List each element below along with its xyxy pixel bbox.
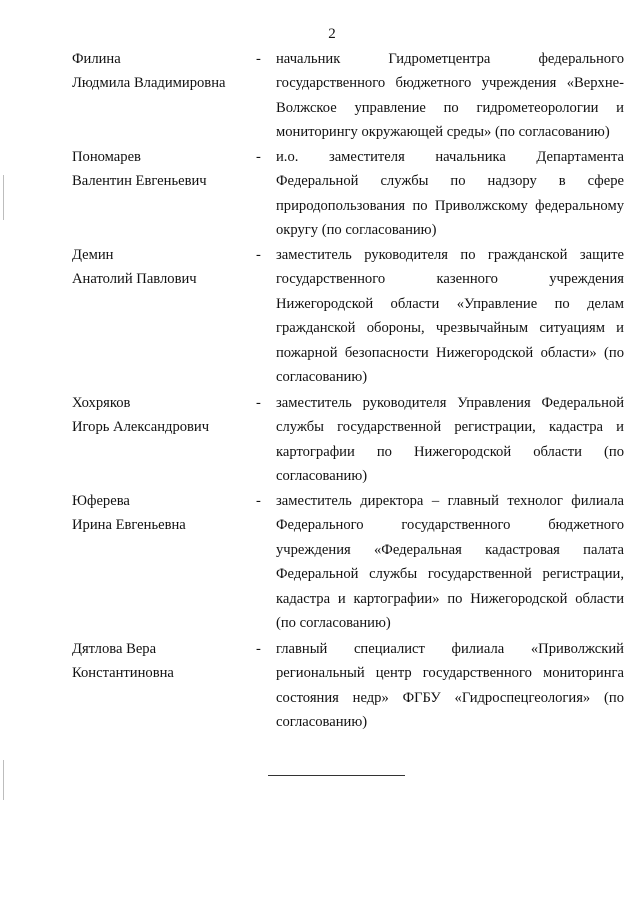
member-position: заместитель руководителя Управления Федеральной службы государственной регистрации, кадастра и картографии по Нижегородской области (по согласованию): [276, 395, 624, 485]
member-surname: Пономарев: [72, 149, 141, 165]
member-entry-demin: [0, 243, 640, 391]
dash-separator: -: [256, 51, 261, 67]
member-name: [0, 637, 256, 735]
member-surname: Юферева: [72, 493, 130, 509]
member-given-names: Игорь Александрович: [72, 419, 210, 436]
member-surname: Демин: [72, 247, 114, 263]
member-entry-ponomarev: [0, 145, 640, 243]
member-name: [0, 391, 256, 489]
member-given-names: Анатолий Павлович: [72, 271, 197, 288]
closing-rule-line: [268, 775, 405, 776]
member-position: заместитель руководителя по гражданской защите государственного казенного учреждения Нижегородской области «Управление по делам гражданской обороны, чрезвычайным ситуациям и пожарной безопасности Нижегородской области» (по согласованию): [276, 247, 624, 386]
member-position: начальник Гидрометцентра федерального государственного бюджетного учреждения «Верхне-Волжское управление по гидрометеорологии и мониторингу окружающей среды» (по согласованию): [276, 51, 624, 141]
member-entry-filina: [0, 47, 640, 145]
member-given-names: Ирина Евгеньевна: [72, 517, 186, 534]
member-surname: Дятлова Вера: [72, 641, 157, 657]
member-position: заместитель директора – главный технолог филиала Федерального государственного бюджетного учреждения «Федеральная кадастровая палата Федеральной службы государственной регистрации, кадастра и картографии» по Нижегородской области (по согласованию): [276, 493, 624, 632]
member-entry-dyatlova: [0, 637, 640, 735]
member-given-names: Людмила Владимировна: [72, 75, 226, 92]
member-name: [0, 145, 256, 243]
member-given-names: Константиновна: [72, 665, 174, 682]
dash-separator: -: [256, 641, 261, 657]
dash-separator: -: [256, 149, 261, 165]
member-surname: Хохряков: [72, 395, 131, 411]
dash-separator: -: [256, 493, 261, 509]
member-name: [0, 489, 256, 637]
member-name: [0, 243, 256, 391]
member-given-names: Валентин Евгеньевич: [72, 173, 207, 190]
scan-margin-mark: [3, 175, 4, 220]
member-list: [0, 47, 640, 735]
page-number: 2: [328, 26, 336, 42]
member-entry-yufereva: [0, 489, 640, 637]
dash-separator: -: [256, 395, 261, 411]
scan-margin-mark: [3, 760, 4, 800]
member-name: [0, 47, 256, 145]
member-surname: Филина: [72, 51, 121, 67]
member-position: главный специалист филиала «Приволжский региональный центр государственного мониторинга состояния недр» ФГБУ «Гидроспецгеология» (по согласованию): [276, 641, 624, 731]
member-entry-khokhryakov: [0, 391, 640, 489]
member-position: и.о. заместителя начальника Департамента Федеральной службы по надзору в сфере природопользования по Приволжскому федеральному округу (по согласованию): [276, 149, 624, 239]
dash-separator: -: [256, 247, 261, 263]
